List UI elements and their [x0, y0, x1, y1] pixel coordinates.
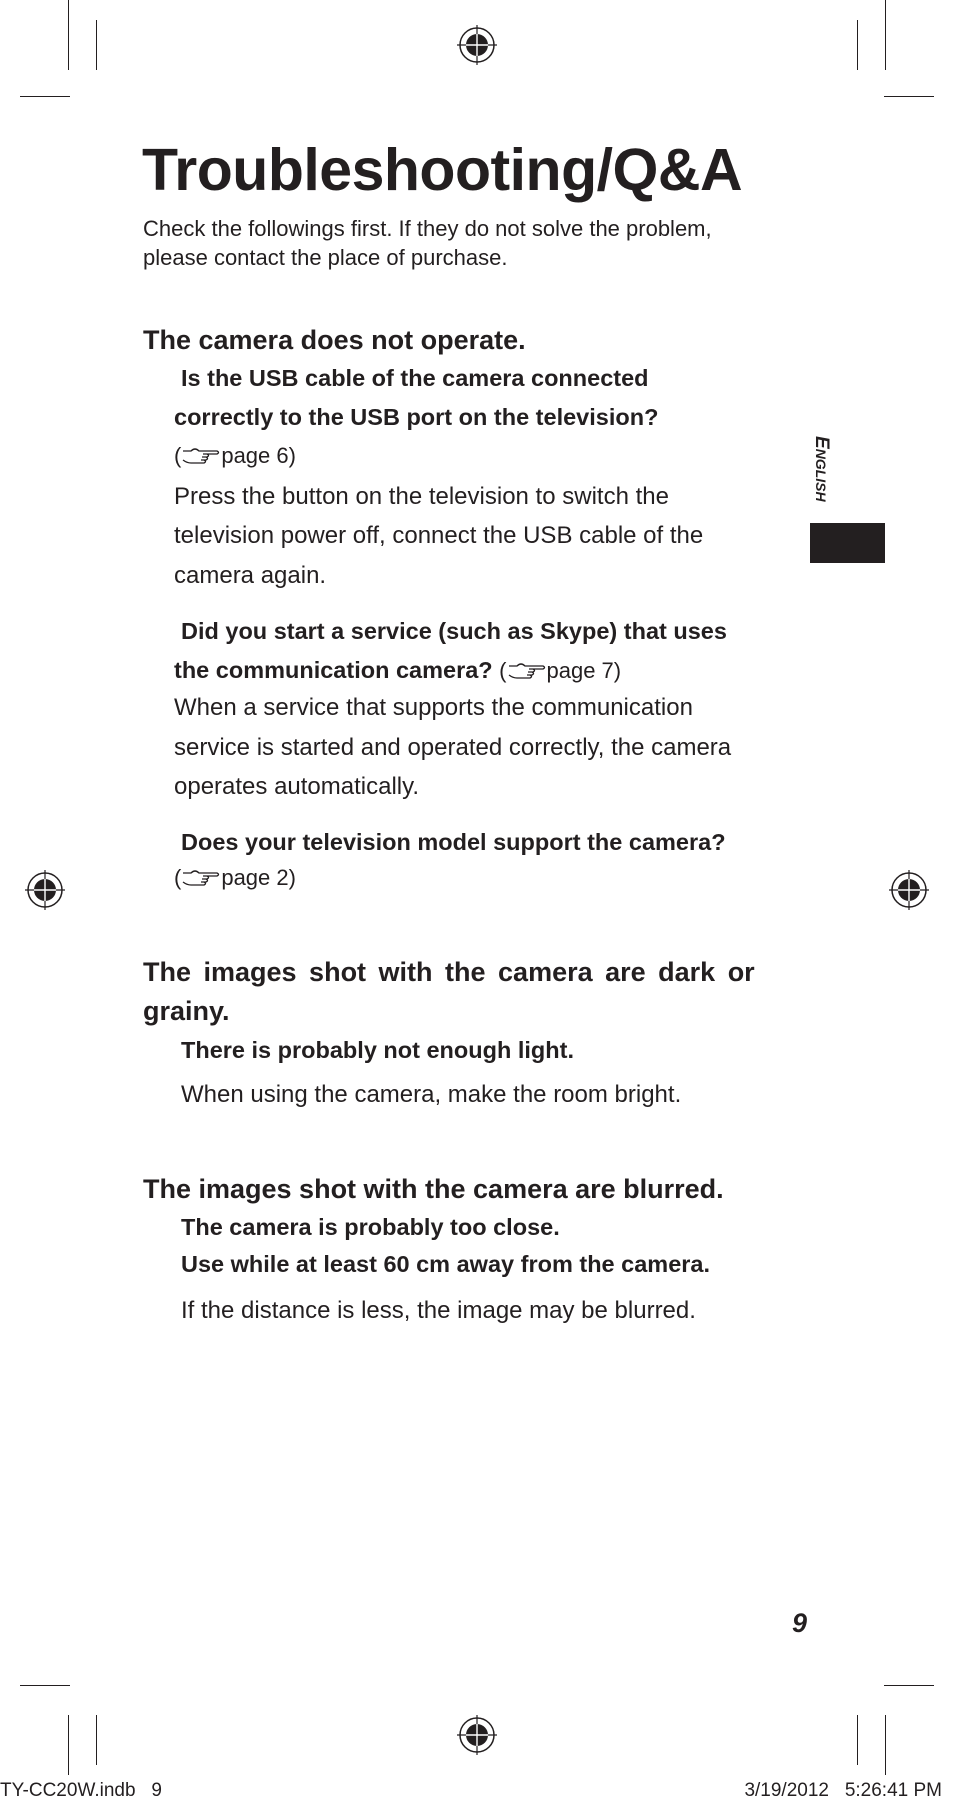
language-tab-marker: [810, 523, 885, 563]
registration-mark-icon: [457, 25, 497, 65]
crop-mark: [96, 1715, 97, 1765]
question-line: the communication camera?: [174, 657, 493, 683]
page-title: Troubleshooting/Q&A: [142, 137, 743, 203]
section-heading: grainy.: [143, 996, 230, 1026]
crop-mark: [68, 1715, 69, 1775]
intro-line: Check the followings first. If they do not solve the problem,: [143, 216, 712, 241]
answer-text: When a service that supports the communication: [174, 694, 693, 721]
slug-date: 3/19/2012 5:26:41 PM: [744, 1780, 942, 1801]
answer-text: camera again.: [174, 562, 327, 589]
registration-mark-icon: [25, 870, 65, 910]
section-heading: The camera does not operate.: [143, 325, 526, 355]
question-text: There is probably not enough light.: [181, 1037, 574, 1063]
crop-mark: [20, 1685, 70, 1686]
page-reference: ( page 2): [174, 865, 296, 890]
pointing-hand-icon: [507, 660, 547, 682]
crop-mark: [68, 0, 69, 70]
page-reference: ( page 7): [499, 658, 622, 683]
question-text: Use while at least 60 cm away from the camera.: [181, 1251, 711, 1277]
language-tab-label: [810, 436, 834, 526]
page-reference-text: page 6: [221, 443, 289, 468]
section-heading: The images shot with the camera are dark or: [143, 957, 755, 987]
slug-file-info: TY-CC20W.indb 9: [0, 1780, 162, 1801]
page-number: 9: [792, 1608, 808, 1638]
question-text: [174, 657, 621, 684]
crop-mark: [884, 96, 934, 97]
answer-text: operates automatically.: [174, 773, 420, 800]
section-heading: The images shot with the camera are blurred.: [143, 1174, 724, 1204]
crop-mark: [96, 20, 97, 70]
intro-text: [143, 214, 783, 272]
svg-text:ENGLISH: ENGLISH: [811, 436, 832, 502]
pointing-hand-icon: [181, 445, 221, 467]
answer-text: television power off, connect the USB cable of the: [174, 522, 704, 549]
question-text: Is the USB cable of the camera connected: [181, 365, 649, 391]
registration-mark-icon: [889, 870, 929, 910]
answer-text: If the distance is less, the image may be blurred.: [181, 1297, 696, 1324]
answer-text: service is started and operated correctly, the camera: [174, 734, 732, 761]
intro-line: please contact the place of purchase.: [143, 245, 508, 270]
crop-mark: [884, 1685, 934, 1686]
crop-mark: [857, 1715, 858, 1765]
pointing-hand-icon: [181, 867, 221, 889]
crop-mark: [20, 96, 70, 97]
question-text: The camera is probably too close.: [181, 1214, 560, 1240]
crop-mark: [885, 0, 886, 70]
question-text: Did you start a service (such as Skype) that uses: [181, 618, 727, 644]
page-reference-text: page 7: [546, 658, 614, 683]
page-reference: ( page 6): [174, 443, 296, 468]
page-reference-text: page 2: [221, 865, 289, 890]
crop-mark: [885, 1715, 886, 1775]
registration-mark-icon: [457, 1715, 497, 1755]
answer-text: When using the camera, make the room bright.: [181, 1081, 682, 1108]
question-text: correctly to the USB port on the television?: [174, 404, 659, 430]
answer-text: Press the button on the television to switch the: [174, 483, 669, 510]
question-text: Does your television model support the camera?: [181, 829, 726, 855]
crop-mark: [857, 20, 858, 70]
